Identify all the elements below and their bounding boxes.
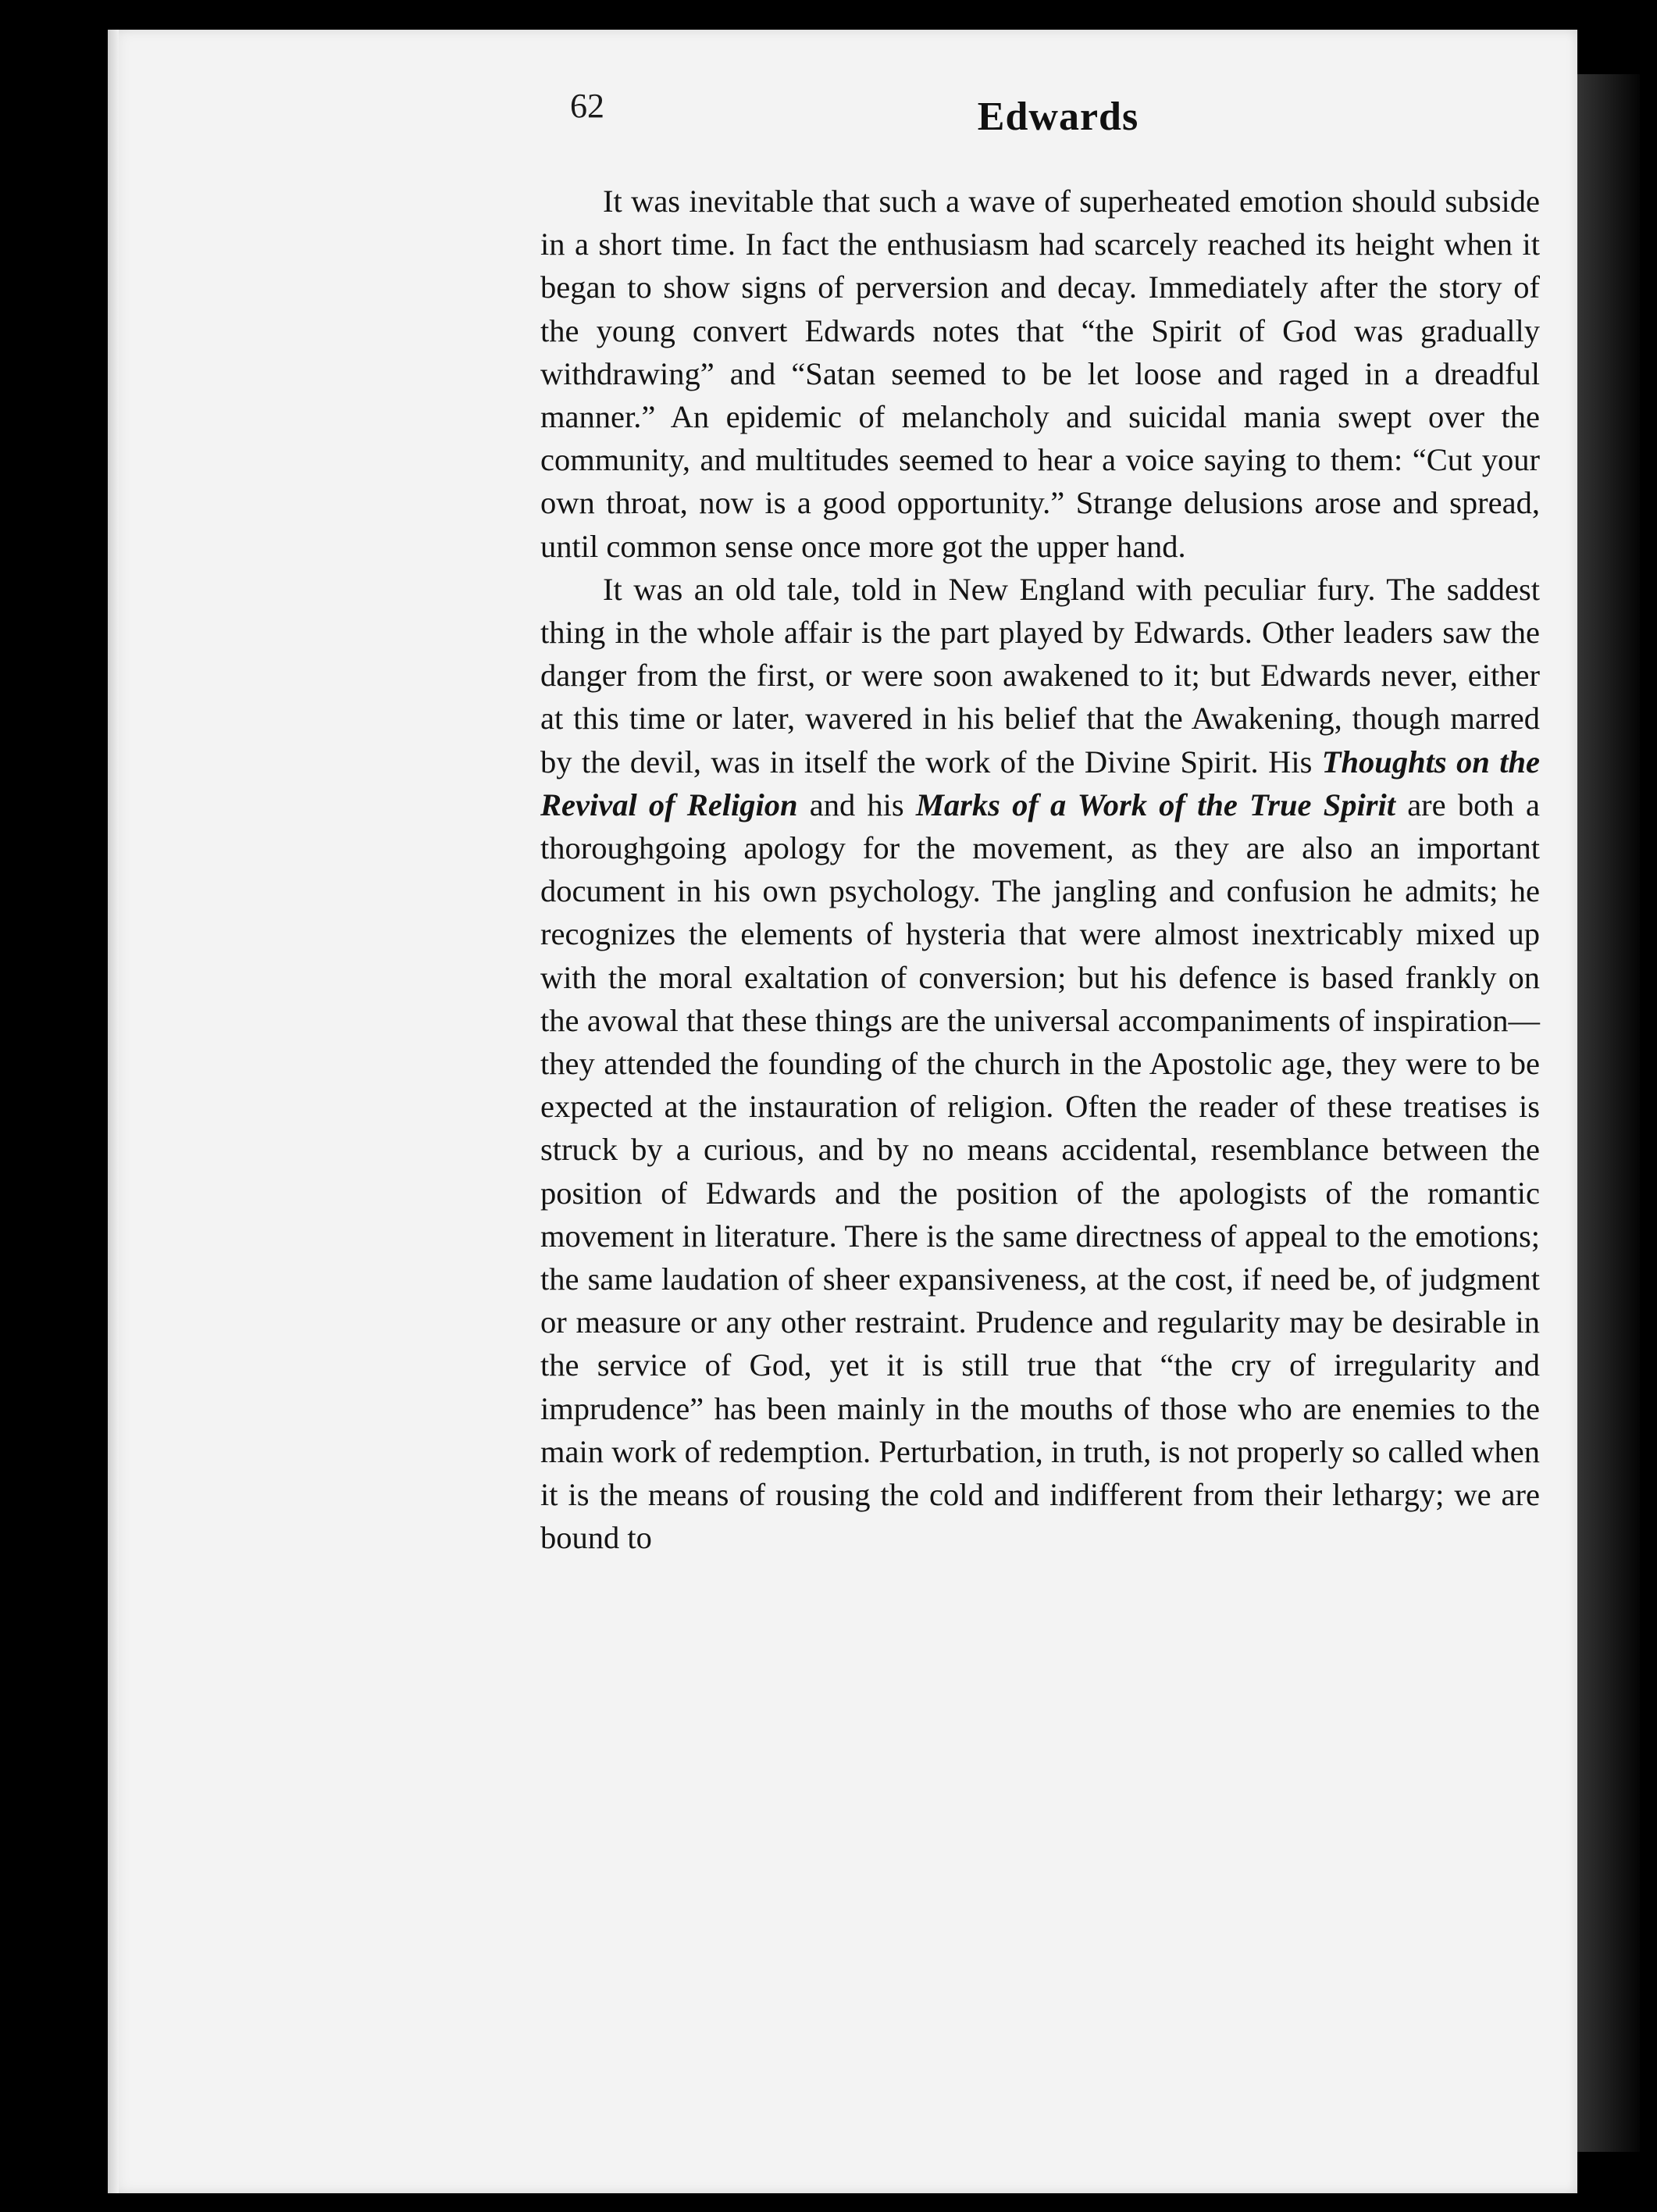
paragraph-2-part-3: are both a thoroughgoing apology for the movement, as they are also an important document in his own psychology. The jangling and confusion he admits; he recognizes the elements of hysteria that were almost inextricably mixed up with the moral exaltation of conversion; but his defence is based frankly on the avowal that these things are the universal accompaniments of inspiration—they attended the founding of the church in the Apostolic age, they were to be expected at the instauration of religion. Often the reader of these treatises is struck by a curious, and by no means accidental, resemblance between the position of Edwards and the position of the apologists of the romantic movement in literature. There is the same directness of appeal to the emotions; the same laudation of sheer expansiveness, at the cost, if need be, of judgment or measure or any other restraint. Prudence and regularity may be desirable in the service of God, yet it is still true that “the cry of irregularity and imprudence” has been mainly in the mouths of those who are enemies to the main work of redemption. Perturbation, in truth, is not properly so called when it is the means of rousing the cold and indifferent from their lethargy; we are bound to [540,787,1540,1556]
page-number: 62 [570,87,604,125]
paragraph-1: It was inevitable that such a wave of superheated emotion should subside in a short time. In fact the enthusiasm had scarcely reached its height when it began to show signs of perversion and decay. Immediately after the story of the young convert Edwards notes that “the Spirit of God was gradually withdrawing” and “Satan seemed to be let loose and raged in a dreadful manner.” An epidemic of melancholy and suicidal mania swept over the community, and multitudes seemed to hear a voice saying to them: “Cut your own throat, now is a good opportunity.” Strange delusions arose and spread, until common sense once more got the upper hand. [540,184,1540,564]
paragraph-2 [540,568,1540,1560]
page-binding-edge [108,30,119,2193]
page-edge-shadow [1570,74,1640,2152]
book-title-marks-of-a-work: Marks of a Work of the True Spirit [915,787,1396,822]
paragraph-2-part-1: It was an old tale, told in New England with peculiar fury. The saddest thing in the whole affair is the part played by Edwards. Other leaders saw the danger from the first, or were soon awakened to it; but Edwards never, either at this time or later, wavered in his belief that the Awakening, though marred by the devil, was in itself the work of the Divine Spirit. His [540,571,1540,780]
running-title: Edwards [977,95,1139,139]
page-header [570,86,1546,156]
book-title-thoughts-on-revival: Thoughts on the Revival of Religion [540,744,1541,822]
body-text [540,180,1540,1560]
paragraph-2-part-2: and his [797,787,916,822]
